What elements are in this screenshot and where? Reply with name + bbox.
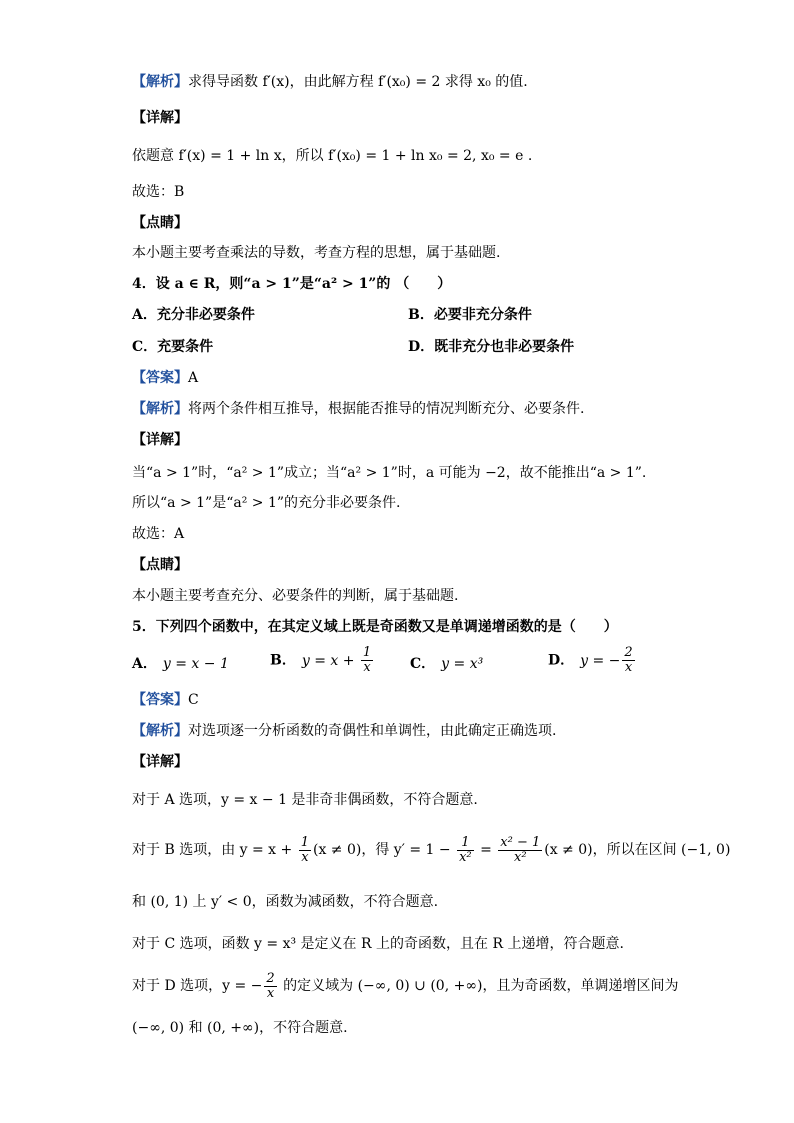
q5-analysis-text: 对选项逐一分析函数的奇偶性和单调性，由此确定正确选项.: [188, 723, 557, 739]
q3-analysis-text: 求得导函数 f′(x)，由此解方程 f′(x₀) = 2 求得 x₀ 的值.: [188, 74, 528, 90]
q5-detail-heading: [132, 752, 188, 772]
detail-label: 【详解】: [132, 432, 188, 448]
q4-analysis-line: [132, 399, 584, 419]
q4-option-d: D．既非充分也非必要条件: [408, 339, 575, 355]
q4-option-b: B．必要非充分条件: [408, 307, 532, 323]
q3-comment-text: 本小题主要考查乘法的导数，考查方程的思想，属于基础题.: [132, 245, 501, 261]
q3-analysis-line: [132, 72, 528, 92]
q5-detail-c: 对于 C 选项，函数 y = x³ 是定义在 R 上的奇函数，且在 R 上递增，符合题意.: [132, 936, 624, 952]
q5-detail-d-line-2: (−∞, 0) 和 (0, +∞)，不符合题意.: [132, 1020, 348, 1036]
analysis-label: 【解析】: [132, 723, 188, 739]
comment-label: 【点睛】: [132, 215, 188, 231]
q4-option-c: C．充要条件: [132, 339, 214, 355]
q5-option-d: D． y = − $\frac{2}{x}$: [548, 645, 633, 675]
q5-detail-a: 对于 A 选项，y = x − 1 是非奇非偶函数，不符合题意.: [132, 792, 478, 808]
q5-option-c: C． y = x³: [410, 656, 484, 672]
q5-option-b: B． y = x + $\frac{1}{x}$: [270, 645, 372, 675]
q5-detail-d-line-1: 对于 D 选项，y = − $\frac{2}{x}$ 的定义域为 (−∞, 0) ∪ (0, +∞)，且为奇函数，单调递增区间为: [132, 970, 679, 1001]
comment-label: 【点睛】: [132, 557, 188, 573]
q5-analysis-line: [132, 721, 556, 741]
answer-label: 【答案】: [132, 370, 188, 386]
q4-comment-text: 本小题主要考查充分、必要条件的判断，属于基础题.: [132, 588, 459, 604]
analysis-label: 【解析】: [132, 74, 188, 90]
q4-answer-line: [132, 368, 198, 388]
q3-comment-heading: [132, 213, 188, 233]
q3-choice: 故选：B: [132, 184, 185, 200]
q4-answer: A: [188, 370, 199, 386]
q4-stem: 4．设 a ∈ R，则“a > 1”是“a² > 1”的 （ ）: [132, 276, 452, 292]
q3-detail-text: 依题意 f′(x) = 1 + ln x，所以 f′(x₀) = 1 + ln x₀ = 2, x₀ = e .: [132, 148, 533, 164]
q5-option-a: A． y = x − 1: [132, 656, 229, 672]
q5-detail-b-line-1: 对于 B 选项，由 y = x + $\frac{1}{x}$ (x ≠ 0)，得 y′ = 1 − $\frac{1}{\text{x²}}$ = $\frac{\text{x² − 1}}{\text{x²}}$ (x ≠ 0)，所以在区间 (−1, 0): [132, 834, 731, 865]
detail-label: 【详解】: [132, 754, 188, 770]
q4-comment-heading: [132, 555, 188, 575]
q5-answer: C: [188, 692, 199, 708]
q5-answer-line: [132, 690, 199, 710]
q4-option-a: A．充分非必要条件: [132, 307, 255, 323]
answer-label: 【答案】: [132, 692, 188, 708]
q4-choice: 故选：A: [132, 526, 185, 542]
q5-stem: 5．下列四个函数中，在其定义域上既是奇函数又是单调递增函数的是（ ）: [132, 619, 618, 635]
q4-detail-line-1: 当“a > 1”时，“a² > 1”成立；当“a² > 1”时，a 可能为 −2，故不能推出“a > 1”.: [132, 465, 647, 481]
q3-detail-heading: [132, 108, 188, 128]
q4-detail-heading: [132, 430, 188, 450]
q4-detail-line-2: 所以“a > 1”是“a² > 1”的充分非必要条件.: [132, 495, 401, 511]
q5-detail-b-line-2: 和 (0, 1) 上 y′ < 0，函数为减函数，不符合题意.: [132, 894, 439, 910]
detail-label: 【详解】: [132, 110, 188, 126]
analysis-label: 【解析】: [132, 401, 188, 417]
q4-analysis-text: 将两个条件相互推导，根据能否推导的情况判断充分、必要条件.: [188, 401, 585, 417]
